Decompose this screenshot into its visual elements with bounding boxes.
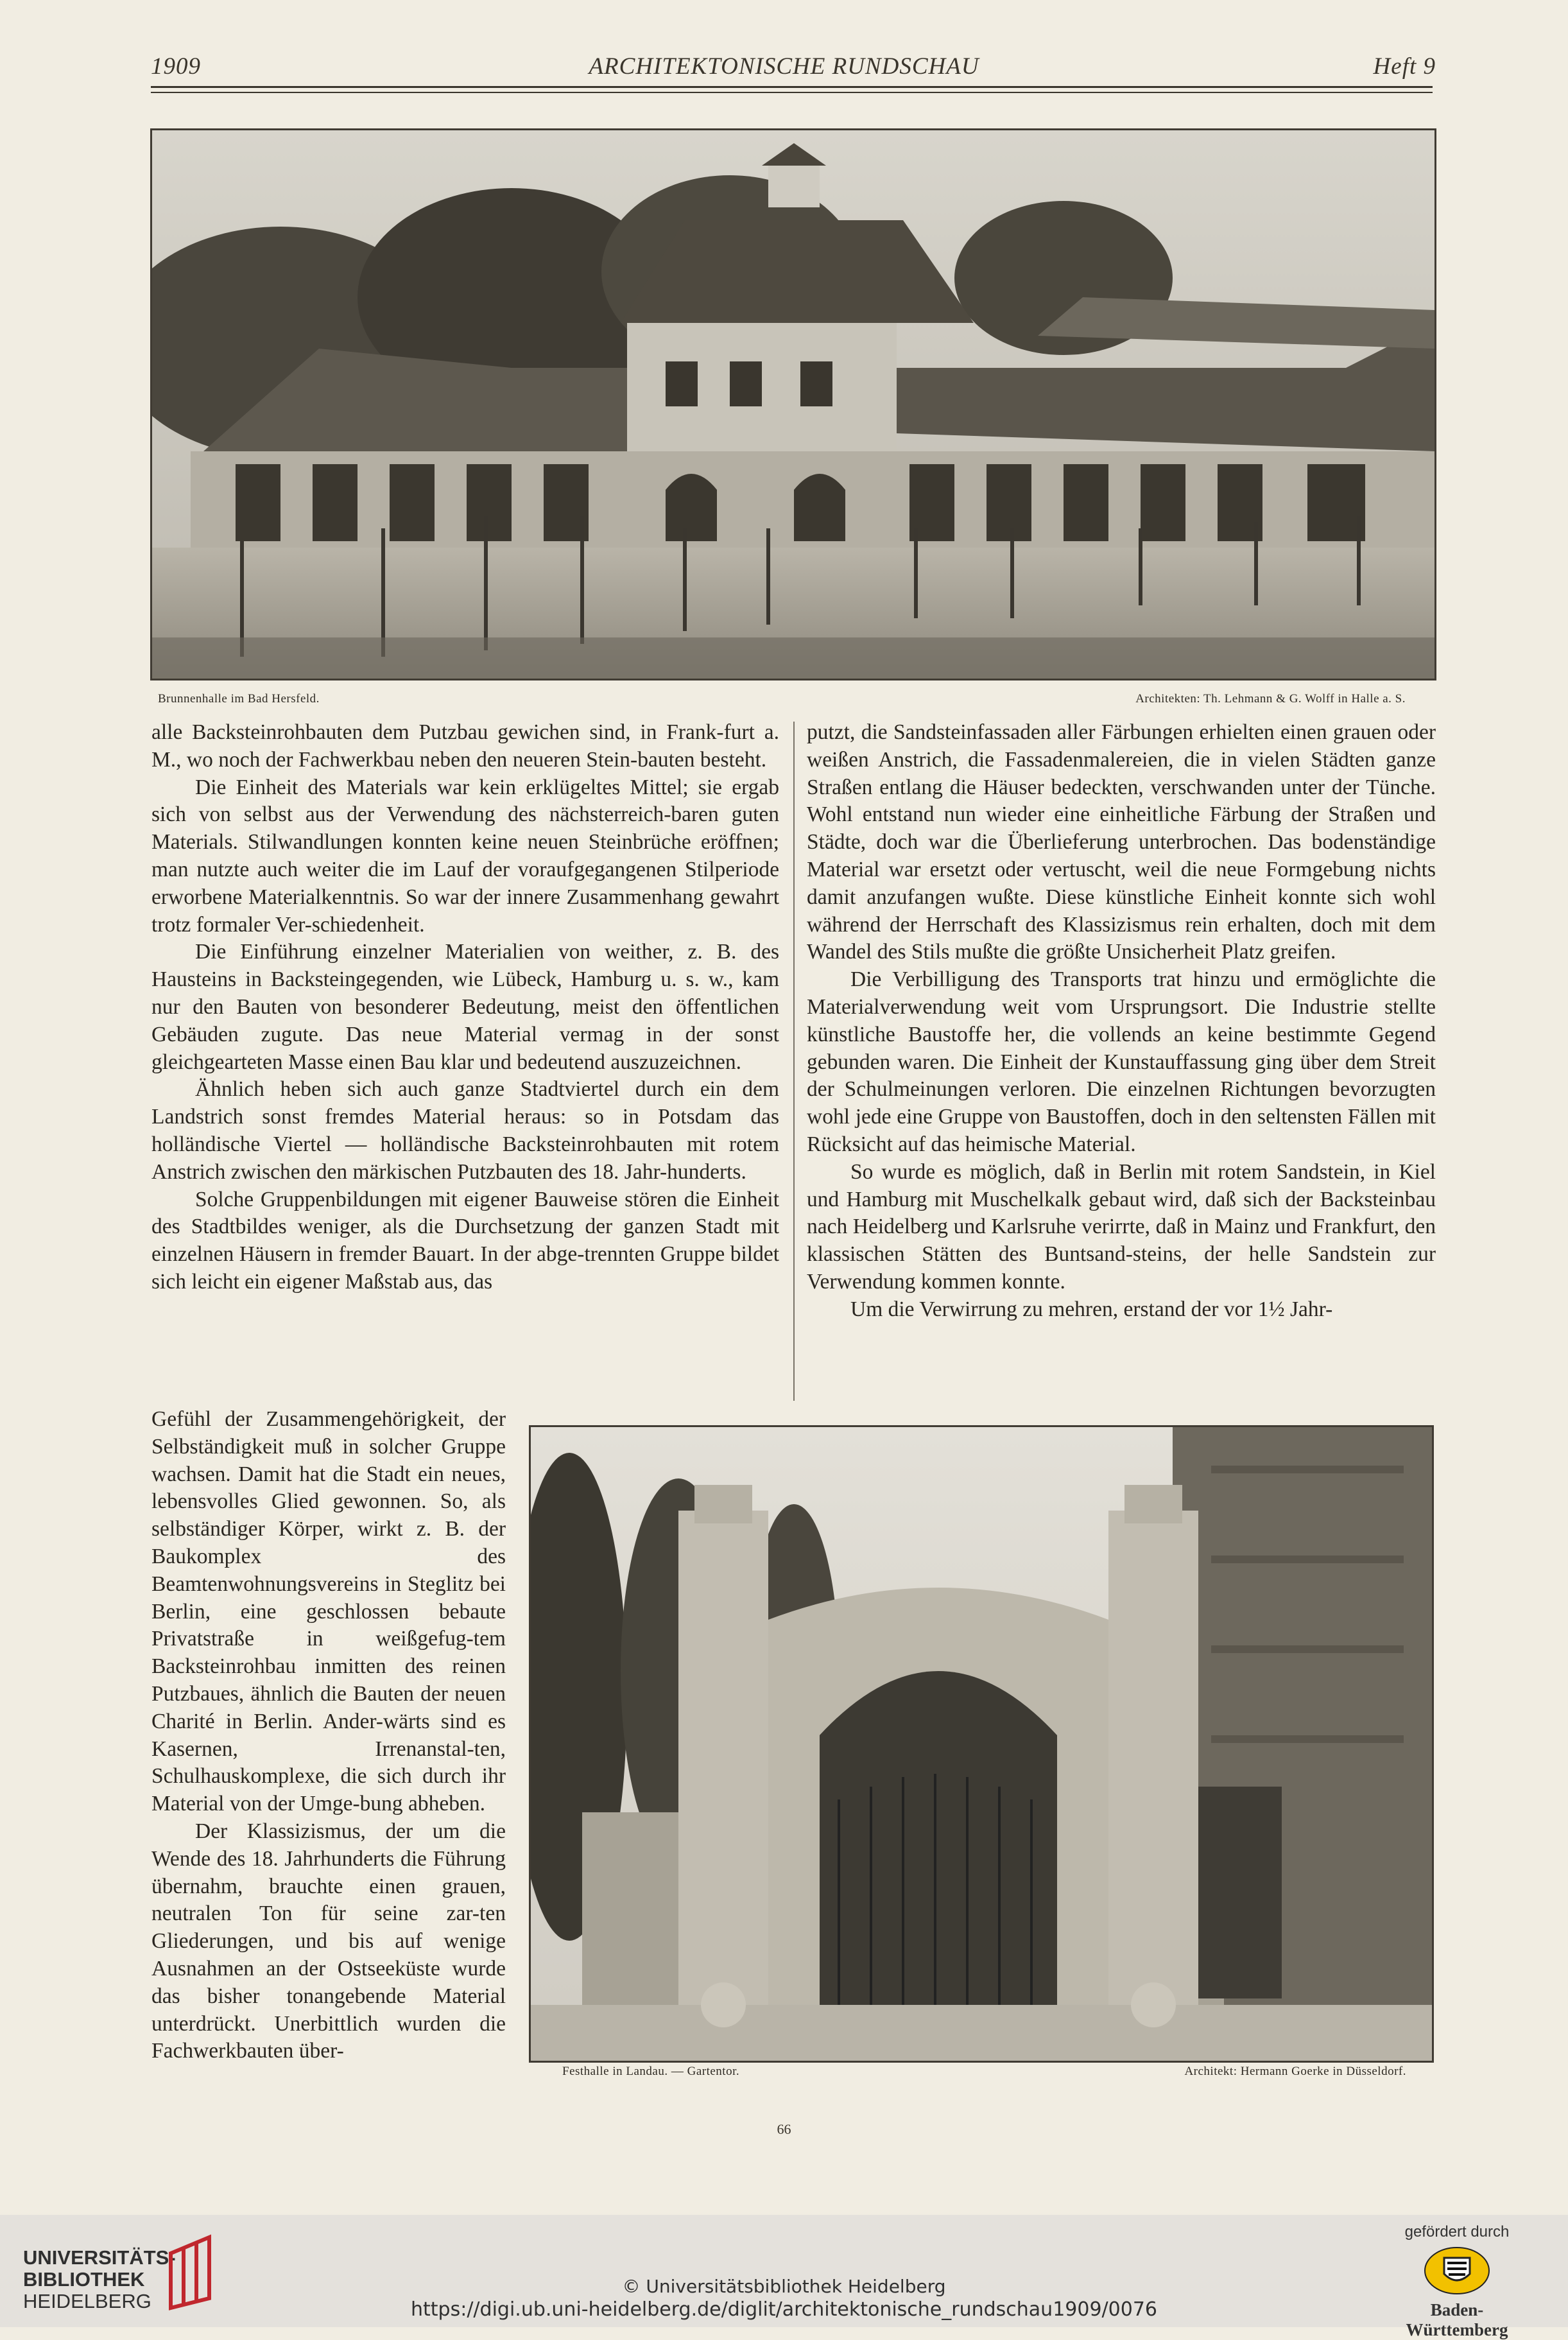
paragraph: Solche Gruppenbildungen mit eigener Bauweise stören die Einheit des Stadtbildes weniger, als die Durchsetzung der ganzen Stadt mit einzelnen Häusern in fremder Bauart. In der abge-trennten Gruppe bildet sich leicht ein eigener Maßstab aus, das [151,1187,779,1294]
figure2-caption-credit: Architekt: Hermann Goerke in Düsseldorf. [1184,2065,1406,2078]
text-column-narrow [151,1406,506,2065]
library-name-line: HEIDELBERG [23,2290,151,2312]
library-name-line: UNIVERSITÄTS- [23,2246,176,2269]
funded-by-label: gefördert durch [1404,2223,1510,2240]
text-column-right [807,719,1436,1324]
figure1-caption-title: Brunnenhalle im Bad Hersfeld. [158,692,320,706]
paragraph: Die Einheit des Materials war kein erklügeltes Mittel; sie ergab sich von selbst aus der Verwendung des nächsterreich-baren guten Materials. Stilwandlungen konnten keine neuen Steinbrüche eröffnen; man nutzte auch weiter die im Lauf der voraufgegangenen Stilperiode erworbene Materialkenntnis. So war der innere Zusammenhang gewahrt trotz formaler Ver-schiedenheit. [151,775,779,937]
paragraph: putzt, die Sandsteinfassaden aller Färbungen erhielten einen grauen oder weißen Anstrich, die Fassadenmalereien, die in vielen Städten ganze Straßen entlang die Häuser bedeckten, verschwanden unter der Tünche. Wohl entstand nun wieder eine einheitliche Färbung der Straßen und Städte, doch war die Überlieferung unterbrochen. Das bodenständige Material war ersetzt oder vertuscht, weil die neue Formgebung nichts damit anzufangen wußte. Diese künstliche Einheit konnte sich wohl während der Herrschaft des Klassizismus rein erhalten, doch mit dem Wandel des Stils mußte die größte Unsicherheit Platz greifen. [807,720,1436,964]
paragraph: alle Backsteinrohbauten dem Putzbau gewichen sind, in Frank-furt a. M., wo noch der Fachwerkbau neben den neueren Stein-bauten besteht. [151,720,779,772]
photo-brunnenhalle [150,128,1436,680]
text-column-left [151,719,779,1296]
paragraph: Die Einführung einzelner Materialien von weither, z. B. des Hausteins in Backsteingegenden, wie Lübeck, Hamburg u. s. w., kam nur den Bauten von besonderer Bedeutung, meist den öffentlichen Gebäuden zugute. Das neue Material vermag in der sonst gleichgearteten Masse einen Bau klar und bedeutend auszuzeichnen. [151,940,779,1074]
column-divider [793,722,795,1401]
paragraph: So wurde es möglich, daß in Berlin mit rotem Sandstein, in Kiel und Hamburg mit Muschelkalk gebaut wird, daß sich der Backsteinbau nach Heidelberg und Karlsruhe verirrte, daß in Mainz und Frankfurt, den klassischen Stätten des Buntsand-steins, der helle Sandstein zur Verwendung kommen konnte. [807,1159,1436,1294]
library-name-line: BIBLIOTHEK [23,2268,145,2291]
state-crest-icon [1422,2245,1492,2296]
paragraph: Um die Verwirrung zu mehren, erstand der vor 1½ Jahr- [850,1297,1333,1321]
header-rule-bottom [151,92,1433,93]
figure2-caption-title: Festhalle in Landau. — Gartentor. [562,2065,740,2078]
header-issue: Heft 9 [1373,53,1436,80]
figure1-caption-credit: Architekten: Th. Lehmann & G. Wolff in Halle a. S. [1135,692,1406,706]
header-rule-top [151,86,1433,88]
header-journal-title: ARCHITEKTONISCHE RUNDSCHAU [589,53,979,80]
header-year: 1909 [151,53,201,80]
paragraph: Gefühl der Zusammengehörigkeit, der Selbständigkeit muß in solcher Gruppe wachsen. Damit hat die Stadt ein neues, lebensvolles Glied gewonnen. So, als selbständiger Körper, wirkt z. B. der Baukomplex des Beamtenwohnungsvereins in Steglitz bei Berlin, eine geschlossen bebaute Privatstraße in weißgefug-tem Backsteinrohbau inmitten des reinen Putzbaues, ähnlich die Bauten der neuen Charité in Berlin. Ander-wärts sind es Kasernen, Irrenanstal-ten, Schulhauskomplexe, die sich durch ihr Material von der Umge-bung abheben. [151,1407,506,1816]
paragraph: Die Verbilligung des Transports trat hinzu und ermöglichte die Materialverwendung weit vom Ursprungsort. Die Industrie stellte künstliche Baustoffe her, die vollends an keine bestimmte Gegend gebunden waren. Die Einheit der Kunstauffassung ging über dem Streit der Schulmeinungen verloren. Die einzelnen Richtungen bevorzugten wohl jede eine Gruppe von Baustoffen, doch in den seltensten Fällen mit Rücksicht auf das heimische Material. [807,967,1436,1156]
funding-block [1380,2223,1534,2340]
copyright-notice: © Universitätsbibliothek Heidelberg [622,2276,946,2297]
paragraph: Ähnlich heben sich auch ganze Stadtviertel durch ein dem Landstrich sonst fremdes Material heraus: so in Potsdam das holländische Viertel — holländische Backsteinrohbauten mit rotem Anstrich zwischen den märkischen Putzbauten des 18. Jahr-hunderts. [151,1077,779,1184]
source-url-link[interactable]: https://digi.ub.uni-heidelberg.de/diglit/architektonische_rundschau1909/0076 [411,2298,1157,2321]
state-name: Baden-Württemberg [1406,2300,1508,2339]
page-number: 66 [777,2121,791,2137]
photo-festhalle-gartentor [529,1425,1434,2063]
paragraph: Der Klassizismus, der um die Wende des 18. Jahrhunderts die Führung übernahm, brauchte einen grauen, neutralen Ton für seine zar-ten Gliederungen, und bis auf wenige Ausnahmen an der Ostseeküste wurde das bisher tonangebende Material unterdrückt. Unerbittlich wurden die Fachwerkbauten über- [151,1819,506,2063]
